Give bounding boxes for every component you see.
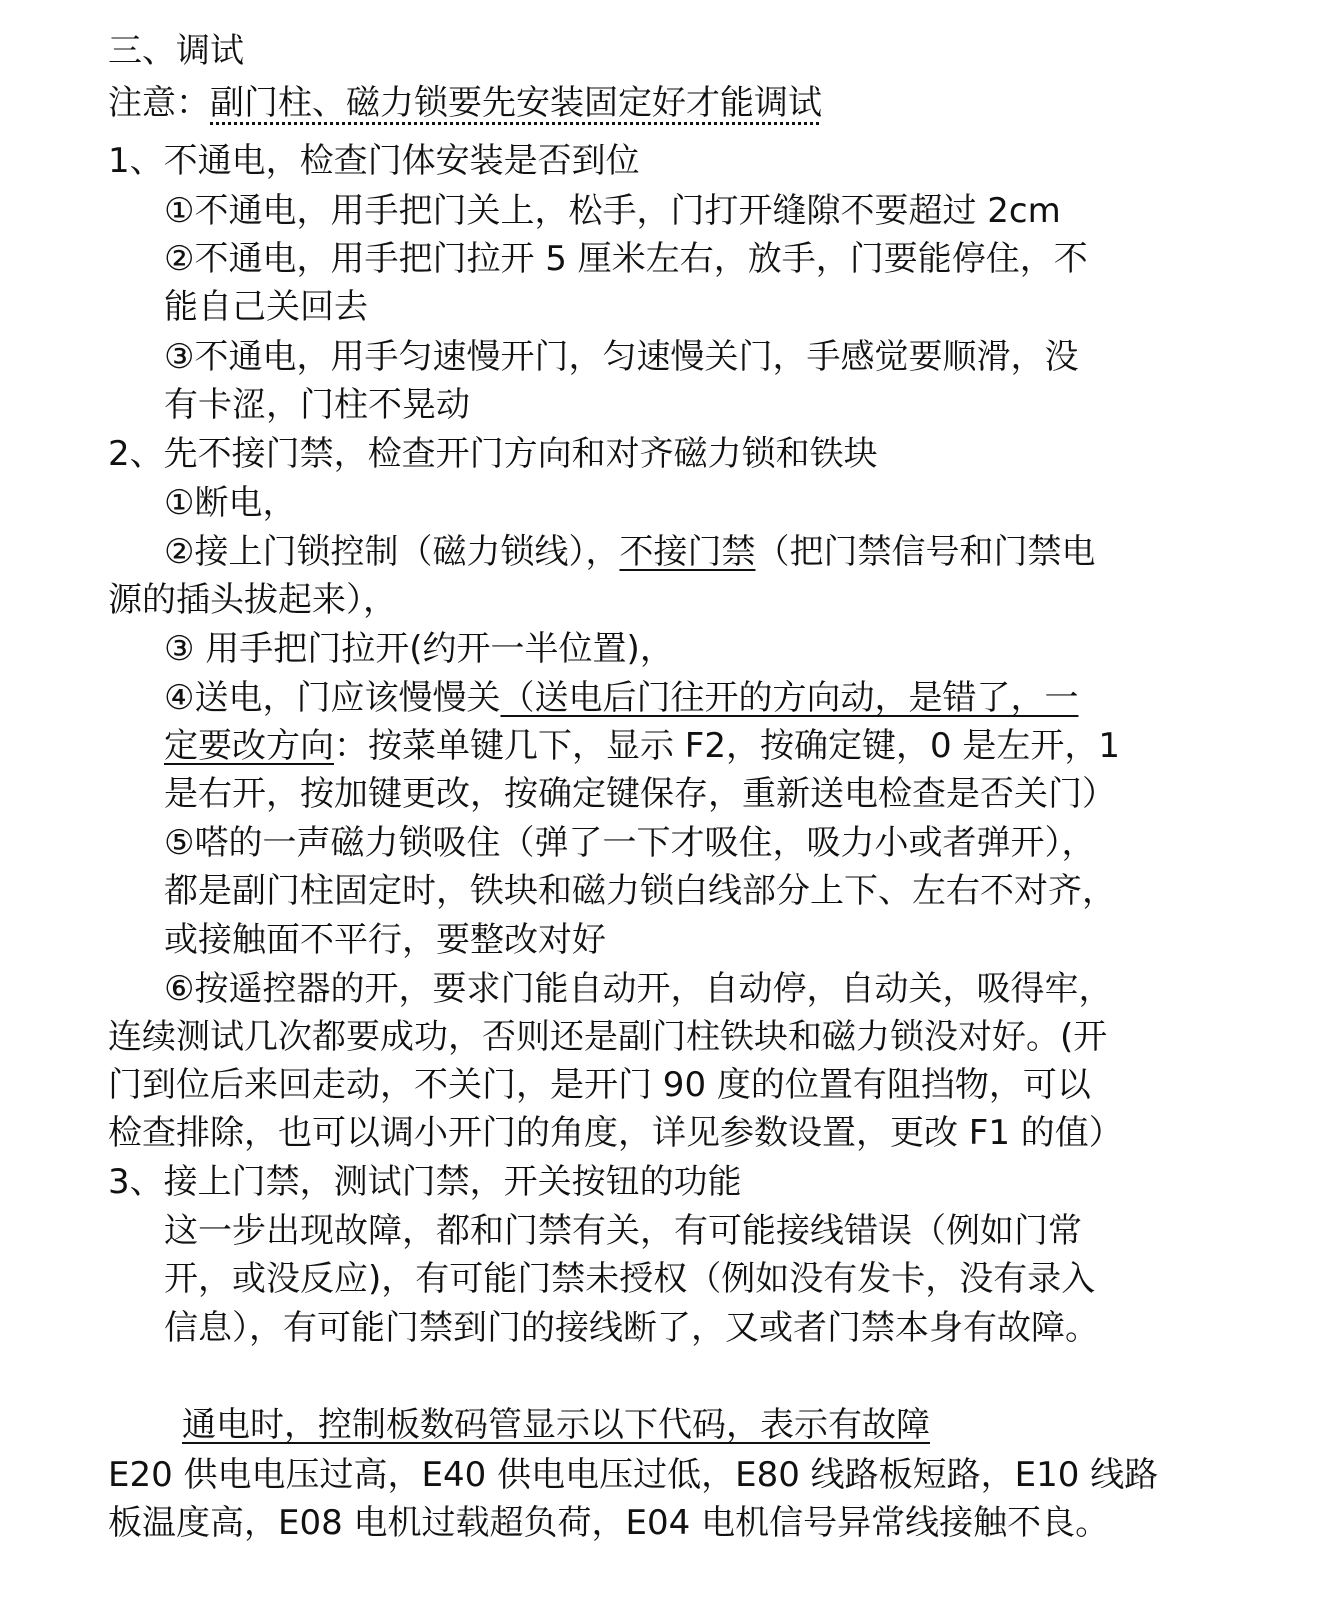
section-heading: 三、调试 <box>108 31 244 71</box>
step2-item2-text: ②接上门锁控制（磁力锁线）， <box>164 532 620 572</box>
step1-item3-line2: 有卡涩，门柱不晃动 <box>164 385 470 425</box>
step2-item4-line1 <box>164 675 1078 721</box>
step3-line3: 信息），有可能门禁到门的接线断了，又或者门禁本身有故障。 <box>164 1308 1099 1348</box>
step2-item5-line3: 或接触面不平行，要整改对好 <box>164 920 606 960</box>
step2-item4-underlined: （送电后门往开的方向动，是错了，一 <box>500 678 1079 718</box>
step2-item4-line3: 是右开，按加键更改，按确定键保存，重新送电检查是否关门） <box>164 774 1116 814</box>
step2-item4-line2 <box>164 723 1120 769</box>
step2-item2-line1 <box>164 529 1095 575</box>
step3-title: 3、接上门禁，测试门禁，开关按钮的功能 <box>108 1162 742 1202</box>
step2-item2-underlined: 不接门禁 <box>619 532 756 572</box>
step1-item2-line1: ②不通电，用手把门拉开 5 厘米左右，放手，门要能停住，不 <box>164 239 1088 279</box>
step1-item1: ①不通电，用手把门关上，松手，门打开缝隙不要超过 2cm <box>164 191 1061 231</box>
note-prefix: 注意： <box>108 83 210 123</box>
step1-item3-line1: ③不通电，用手匀速慢开门，匀速慢关门，手感觉要顺滑，没 <box>164 337 1079 377</box>
step2-item1: ①断电， <box>164 483 297 523</box>
step1-item2-line2: 能自己关回去 <box>164 287 368 327</box>
step2-item6-line3: 门到位后来回走动，不关门，是开门 90 度的位置有阻挡物，可以 <box>108 1065 1091 1105</box>
fault-codes-line1: E20 供电电压过高，E40 供电电压过低，E80 线路板短路，E10 线路 <box>108 1455 1159 1495</box>
step2-item6-line1: ⑥按遥控器的开，要求门能自动开，自动停，自动关，吸得牢， <box>164 969 1113 1009</box>
fault-codes-title: 通电时，控制板数码管显示以下代码，表示有故障 <box>182 1405 930 1445</box>
step2-item4-text-cont: ：按菜单键几下，显示 F2，按确定键，0 是左开，1 <box>334 726 1121 766</box>
step2-item4-underlined-cont: 定要改方向 <box>164 726 334 766</box>
note-line <box>108 80 822 126</box>
step1-title: 1、不通电，检查门体安装是否到位 <box>108 141 640 181</box>
step2-item2-line2: 源的插头拔起来）， <box>108 580 397 620</box>
step2-item6-line4: 检查排除，也可以调小开门的角度，详见参数设置，更改 F1 的值） <box>108 1113 1123 1153</box>
step2-item5-line2: 都是副门柱固定时，铁块和磁力锁白线部分上下、左右不对齐， <box>164 871 1116 911</box>
fault-codes-line2: 板温度高，E08 电机过载超负荷，E04 电机信号异常线接触不良。 <box>108 1503 1110 1543</box>
step3-line2: 开，或没反应)，有可能门禁未授权（例如没有发卡，没有录入 <box>164 1259 1096 1299</box>
step2-item6-line2: 连续测试几次都要成功，否则还是副门柱铁块和磁力锁没对好。(开 <box>108 1017 1108 1057</box>
note-emphasis: 副门柱、磁力锁要先安装固定好才能调试 <box>210 83 822 123</box>
step2-item3: ③ 用手把门拉开(约开一半位置)， <box>164 629 674 669</box>
step2-item2-text-tail: （把门禁信号和门禁电 <box>755 532 1096 572</box>
step3-line1: 这一步出现故障，都和门禁有关，有可能接线错误（例如门常 <box>164 1211 1082 1251</box>
step2-item4-text: ④送电，门应该慢慢关 <box>164 678 501 718</box>
step2-item5-line1: ⑤嗒的一声磁力锁吸住（弹了一下才吸住，吸力小或者弹开）， <box>164 823 1096 863</box>
step2-title: 2、先不接门禁，检查开门方向和对齐磁力锁和铁块 <box>108 434 878 474</box>
